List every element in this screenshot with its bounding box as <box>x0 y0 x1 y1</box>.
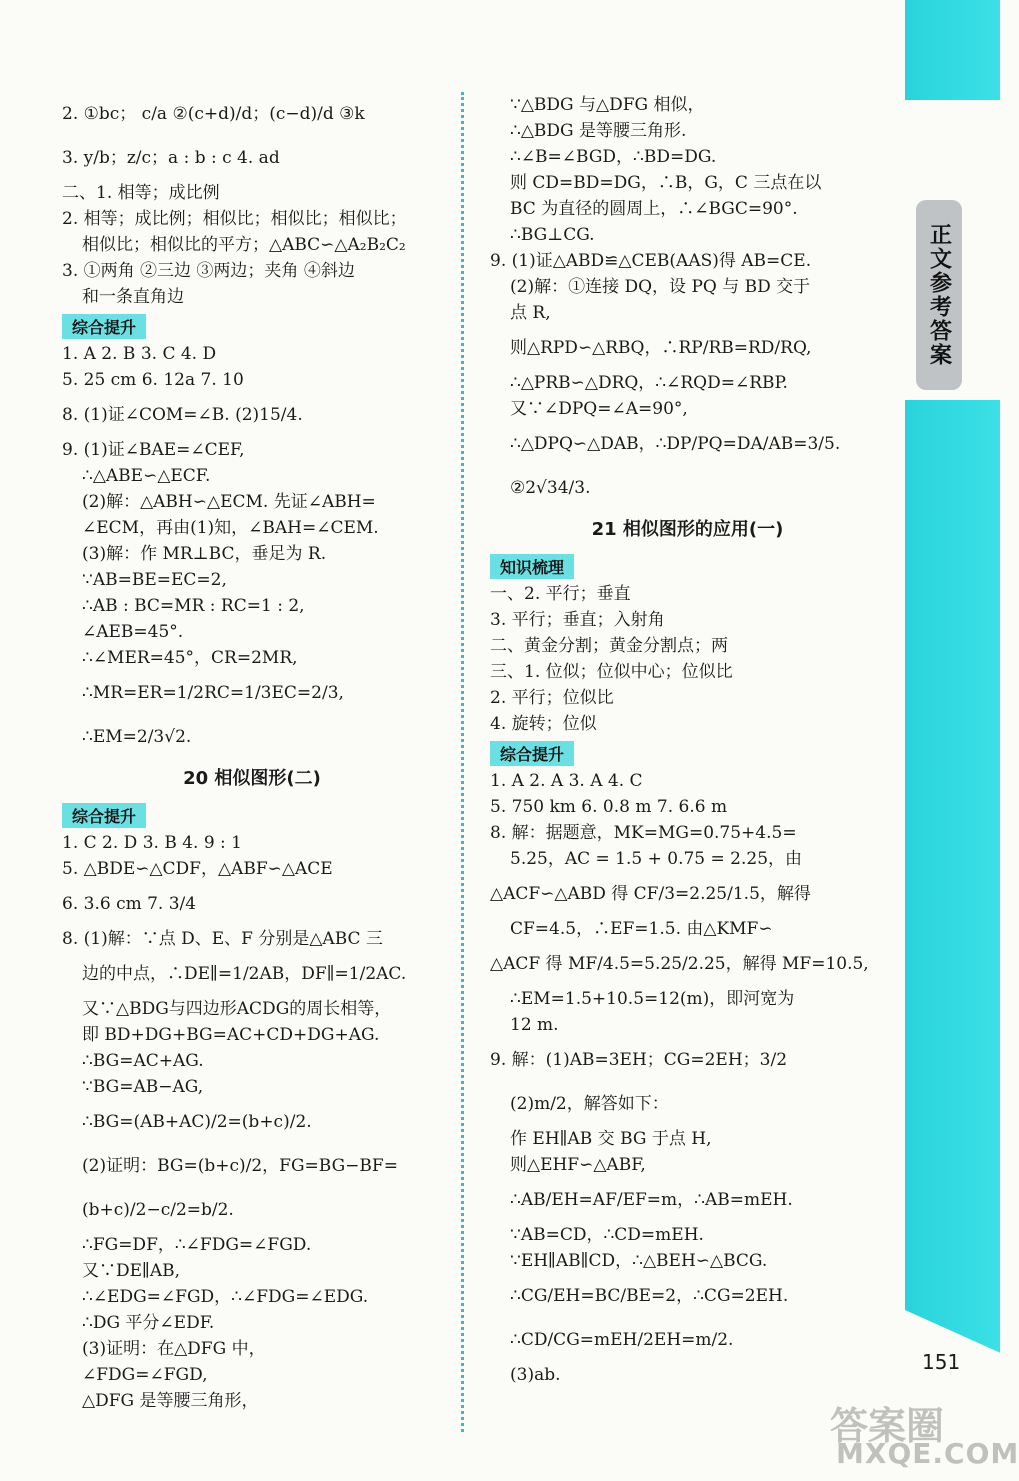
chapter-title: 21 相似图形的应用(一) <box>591 519 784 540</box>
section-heading-row <box>62 310 442 341</box>
answer-line: ∴△BDG 是等腰三角形. <box>510 121 687 141</box>
answer-line: 又∵∠DPQ=∠A=90°, <box>510 399 688 419</box>
answer-line: 1. A 2. A 3. A 4. C <box>490 771 643 791</box>
answer-line: 9. (1)证△ABD≌△CEB(AAS)得 AB=CE. <box>490 251 812 271</box>
answer-line: ∴MR=ER=1/2RC=1/3EC=2/3, <box>82 683 344 703</box>
side-tab-label <box>916 200 962 390</box>
answer-line: 则 CD=BD=DG，∴B，G，C 三点在以 <box>510 173 822 193</box>
answer-line: 则△RPD∽△RBQ，∴RP/RB=RD/RQ, <box>510 338 812 358</box>
answer-line: ∵AB=CD，∴CD=mEH. <box>510 1225 704 1245</box>
answer-line: 5. 750 km 6. 0.8 m 7. 6.6 m <box>490 797 728 817</box>
watermark-top: 答案圈 <box>830 1404 945 1448</box>
answer-line: (b+c)/2−c/2=b/2. <box>82 1200 234 1220</box>
answer-line: 相似比；相似比的平方；△ABC∽△A₂B₂C₂ <box>82 235 406 255</box>
answer-line: ②2√34/3. <box>510 478 591 498</box>
answer-line: (3)证明：在△DFG 中， <box>82 1339 266 1359</box>
answer-line: (2)解：①连接 DQ，设 PQ 与 BD 交于 <box>510 277 811 297</box>
section-heading-row <box>490 550 885 581</box>
answer-line: ∴△ABE∽△ECF. <box>82 466 211 486</box>
answer-line: ∠AEB=45°. <box>82 622 184 642</box>
answer-line: △ACF∽△ABD 得 CF/3=2.25/1.5，解得 <box>490 884 811 904</box>
answer-line: ∵EH∥AB∥CD，∴△BEH∽△BCG. <box>510 1251 768 1271</box>
answer-line: 2. 平行；位似比 <box>490 688 614 708</box>
answer-line: ∴CG/EH=BC/BE=2，∴CG=2EH. <box>510 1286 789 1306</box>
answer-line: (2)m/2，解答如下： <box>510 1094 669 1114</box>
answer-line: 8. 解：据题意，MK=MG=0.75+4.5= <box>490 823 797 843</box>
answer-line: ∴△DPQ∽△DAB，∴DP/PQ=DA/AB=3/5. <box>510 434 841 454</box>
chapter-title: 20 相似图形(二) <box>183 768 321 789</box>
answer-line: ∴EM=1.5+10.5=12(m)，即河宽为 <box>510 989 795 1009</box>
answer-line: 4. 旋转；位似 <box>490 714 597 734</box>
answer-line: 一、2. 平行；垂直 <box>490 584 631 604</box>
side-tab-text: 正文参考答案 <box>926 223 952 367</box>
answer-line: ∴CD/CG=mEH/2EH=m/2. <box>510 1330 734 1350</box>
answer-line: ∴∠B=∠BGD，∴BD=DG. <box>510 147 717 167</box>
watermark-logo <box>820 1395 1019 1475</box>
answer-line: 5.25，AC = 1.5 + 0.75 = 2.25，由 <box>510 849 803 869</box>
answer-line: ∴∠EDG=∠FGD，∴∠FDG=∠EDG. <box>82 1287 369 1307</box>
answer-line: BC 为直径的圆周上，∴∠BGC=90°. <box>510 199 798 219</box>
answer-line: ∴EM=2/3√2. <box>82 727 192 747</box>
answer-line: 三、1. 位似；位似中心；位似比 <box>490 662 733 682</box>
answer-line: CF=4.5，∴EF=1.5. 由△KMF∽ <box>510 919 773 939</box>
answer-line: ∴DG 平分∠EDF. <box>82 1313 215 1333</box>
answer-line: 二、1. 相等；成比例 <box>62 183 220 203</box>
answer-line: ∴AB/EH=AF/EF=m，∴AB=mEH. <box>510 1190 793 1210</box>
answer-line: △DFG 是等腰三角形， <box>82 1391 259 1411</box>
answer-line: 8. (1)解：∵点 D、E、F 分别是△ABC 三 <box>62 929 383 949</box>
answer-line: 9. 解：(1)AB=3EH；CG=2EH；3/2 <box>490 1050 788 1070</box>
right-column <box>490 92 885 1388</box>
answer-line: ∵BG=AB−AG, <box>82 1077 204 1097</box>
answer-line: ∴FG=DF，∴∠FDG=∠FGD. <box>82 1235 312 1255</box>
left-column <box>62 92 442 1414</box>
answer-line: ∵AB=BE=EC=2, <box>82 570 227 590</box>
answer-line: 2. ①bc； c/a ②(c+d)/d；(c−d)/d ③k <box>62 104 365 124</box>
answer-line: 1. C 2. D 3. B 4. 9 : 1 <box>62 833 243 853</box>
answer-line: (3)解：作 MR⊥BC，垂足为 R. <box>82 544 327 564</box>
answer-line: ∴BG=AC+AG. <box>82 1051 204 1071</box>
section-heading: 综合提升 <box>62 803 146 828</box>
page-number: 151 <box>922 1350 961 1374</box>
section-heading-row <box>62 799 442 830</box>
answer-line: (2)解：△ABH∽△ECM. 先证∠ABH= <box>82 492 376 512</box>
answer-line: 5. 25 cm 6. 12a 7. 10 <box>62 370 244 390</box>
answer-line: 8. (1)证∠COM=∠B. (2)15/4. <box>62 405 303 425</box>
answer-line: 3. ①两角 ②三边 ③两边；夹角 ④斜边 <box>62 261 355 281</box>
answer-line: △ACF 得 MF/4.5=5.25/2.25，解得 MF=10.5, <box>490 954 869 974</box>
answer-line: ∴△PRB∽△DRQ，∴∠RQD=∠RBP. <box>510 373 788 393</box>
answer-line: ∵△BDG 与△DFG 相似， <box>510 95 705 115</box>
answer-line: 5. △BDE∽△CDF，△ABF∽△ACE <box>62 859 333 879</box>
column-divider <box>461 92 464 1432</box>
answer-line: 6. 3.6 cm 7. 3/4 <box>62 894 197 914</box>
answer-line: ∴∠MER=45°，CR=2MR, <box>82 648 298 668</box>
section-heading-row <box>490 737 885 768</box>
answer-line: 1. A 2. B 3. C 4. D <box>62 344 217 364</box>
answer-line: (3)ab. <box>510 1365 561 1385</box>
answer-line: ∴BG=(AB+AC)/2=(b+c)/2. <box>82 1112 312 1132</box>
answer-line: 作 EH∥AB 交 BG 于点 H, <box>510 1129 712 1149</box>
answer-line: 即 BD+DG+BG=AC+CD+DG+AG. <box>82 1025 380 1045</box>
answer-line: ∴AB : BC=MR : RC=1 : 2, <box>82 596 305 616</box>
section-heading: 综合提升 <box>490 741 574 766</box>
answer-line: 又∵DE∥AB, <box>82 1261 181 1281</box>
answer-line: 边的中点，∴DE∥=1/2AB，DF∥=1/2AC. <box>82 964 407 984</box>
answer-line: 二、黄金分割；黄金分割点；两 <box>490 636 728 656</box>
answer-line: 9. (1)证∠BAE=∠CEF, <box>62 440 245 460</box>
answer-line: ∠ECM，再由(1)知，∠BAH=∠CEM. <box>82 518 379 538</box>
answer-line: 3. 平行；垂直；入射角 <box>490 610 665 630</box>
section-heading: 知识梳理 <box>490 554 574 579</box>
answer-line: 则△EHF∽△ABF, <box>510 1155 646 1175</box>
answer-line: 12 m. <box>510 1015 559 1035</box>
answer-line: ∠FDG=∠FGD, <box>82 1365 208 1385</box>
section-heading: 综合提升 <box>62 314 146 339</box>
watermark-bottom: MXQE.COM <box>836 1437 1019 1470</box>
answer-line: (2)证明：BG=(b+c)/2，FG=BG−BF= <box>82 1156 398 1176</box>
answer-line: 和一条直角边 <box>82 287 184 307</box>
answer-line: 又∵△BDG与四边形ACDG的周长相等， <box>82 999 392 1019</box>
answer-line: 点 R, <box>510 303 551 323</box>
answer-line: 2. 相等；成比例；相似比；相似比；相似比； <box>62 209 407 229</box>
answer-line: 3. y/b；z/c；a : b : c 4. ad <box>62 148 280 168</box>
answer-line: ∴BG⊥CG. <box>510 225 595 245</box>
